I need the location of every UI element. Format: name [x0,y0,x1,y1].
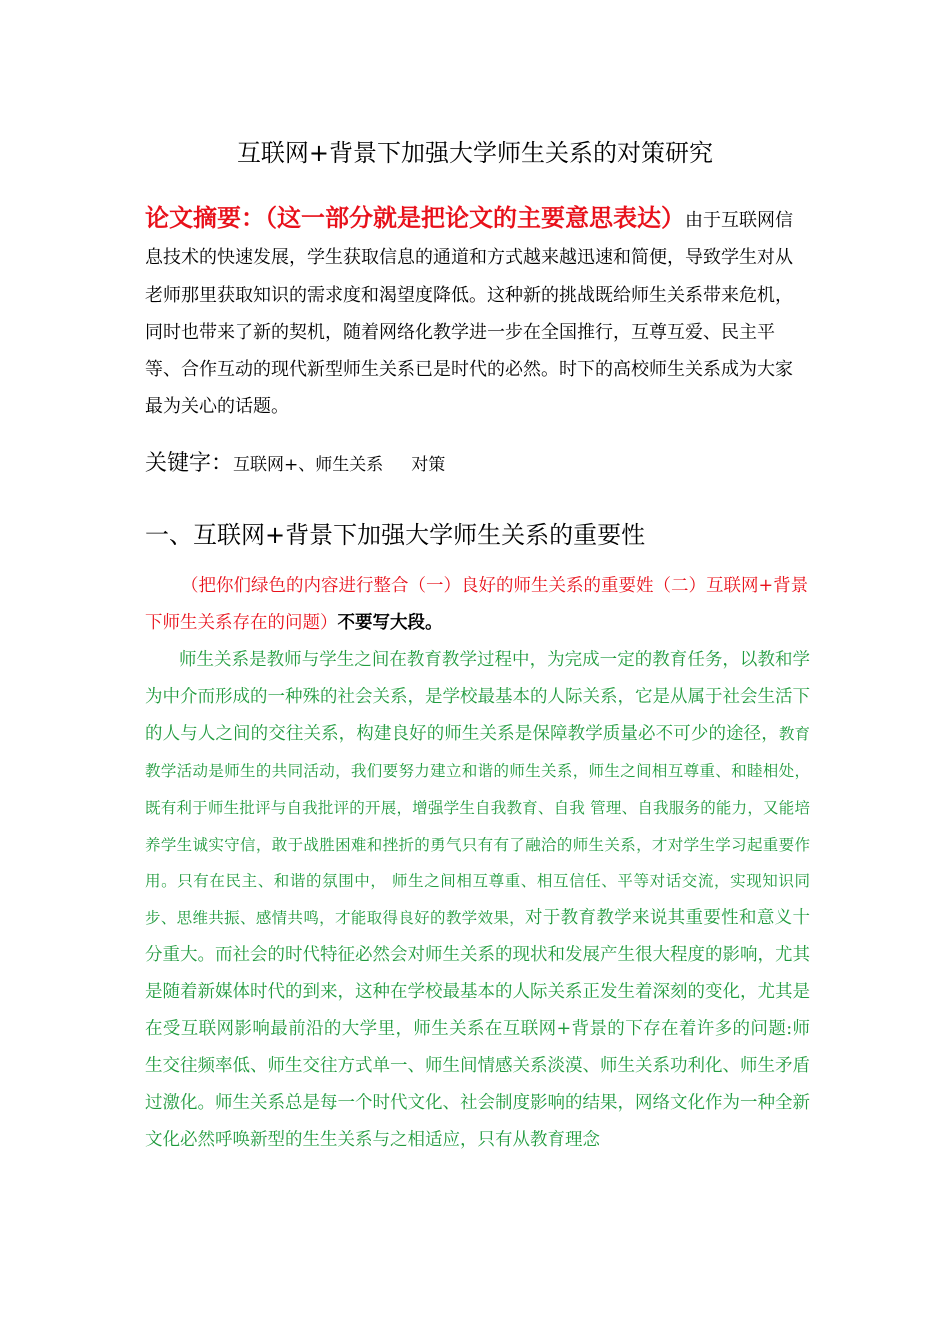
abstract-heading: 论文摘要：（这一部分就是把论文的主要意思表达） [145,204,685,232]
body-paragraph [145,642,810,1159]
editor-note-black: 不要写大段。 [337,613,443,633]
body-text-part2: 教育教学活动是师生的共同活动，我们要努力建立和谐的师生关系，师生之间相互尊重、和睦相处，既有利于师生批评与自我批评的开展，增强学生自我教育、自我 管理、自我服务的能力，又能培养学生诚实守信，敢于战胜困难和挫折的勇气只有有了融洽的师生关系，才对学生学习起重要作用。只有在民主、和谐的氛围中， 师生之间相互尊重、相互信任、平等对话交流，实现知识同步、思维共振、感情共鸣，才能取得良好的教学效果， [145,724,810,928]
body-text-part1: 师生关系是教师与学生之间在教育教学过程中，为完成一定的教育任务，以教和学为中介而形成的一种殊的社会关系，是学校最基本的人际关系，它是从属于社会生活下的人与人之间的交往关系，构建良好的师生关系是保障教学质量必不可少的途径， [145,650,810,744]
editor-note [145,568,810,642]
keywords-items-b: 对策 [411,455,446,475]
abstract-text: 由于互联网信息技术的快速发展，学生获取信息的通道和方式越来越迅速和简便，导致学生对从老师那里获取知识的需求度和渴望度降低。这种新的挑战既给师生关系带来危机，同时也带来了新的契机，随着网络化教学进一步在全国推行，互尊互爱、民主平等、合作互动的现代新型师生关系已是时代的必然。时下的高校师生关系成为大家最为关心的话题。 [145,210,793,418]
body-text-part3: 对于教育教学来说其重要性和意义十分重大。而社会的时代特征必然会对师生关系的现状和发展产生很大程度的影响，尤其是随着新媒体时代的到来，这种在学校最基本的人际关系正发生着深刻的变化，尤其是在受互联网影响最前沿的大学里，师生关系在互联网+背景的下存在着许多的问题:师生交往频率低、师生交往方式单一、师生间情感关系淡漠、师生关系功利化、师生矛盾过激化。师生关系总是每一个时代文化、社会制度影响的结果，网络文化作为一种全新文化必然呼唤新型的生生关系与之相适应，只有从教育理念 [145,908,810,1150]
section-heading: 一、互联网+背景下加强大学师生关系的重要性 [145,521,646,549]
keywords-label: 关键字： [145,451,234,476]
keywords-items-a: 互联网+、师生关系 [233,455,384,475]
keywords-line [145,444,810,485]
editor-note-red: （把你们绿色的内容进行整合（一）良好的师生关系的重要姓（二）互联网+背景下师生关系存在的问题） [145,576,809,633]
abstract-paragraph [145,200,810,426]
document-title: 互联网+背景下加强大学师生关系的对策研究 [236,139,714,167]
